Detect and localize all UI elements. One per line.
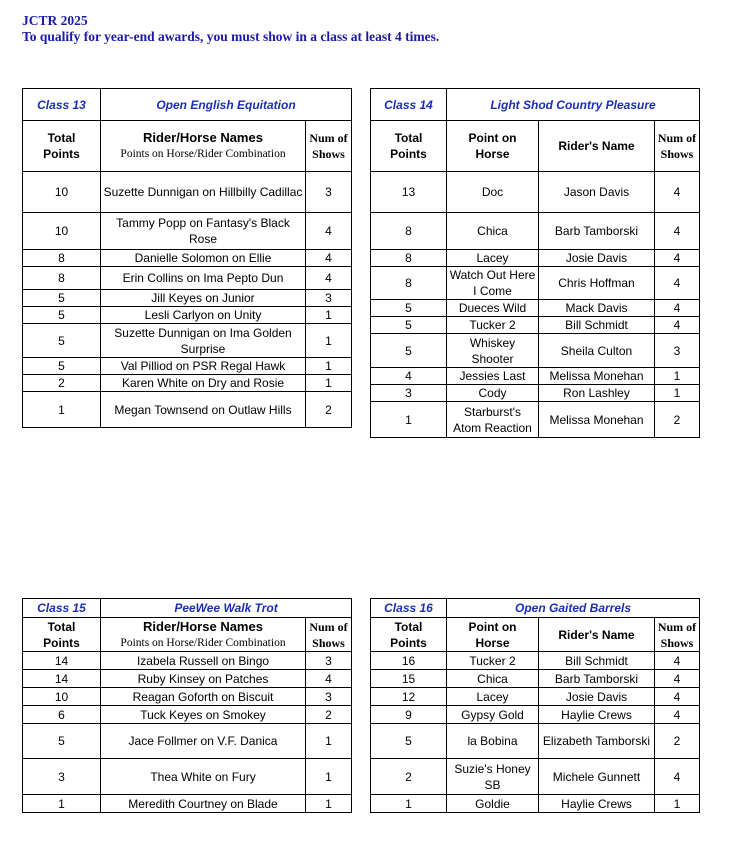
horse-cell: Doc [447, 172, 539, 213]
horse-cell: Watch Out Here I Come [447, 267, 539, 300]
shows-cell: 4 [655, 250, 700, 267]
table-row [371, 795, 700, 813]
name-cell: Meredith Courtney on Blade [101, 795, 306, 813]
shows-cell: 3 [306, 652, 352, 670]
shows-cell: 4 [655, 688, 700, 706]
name-cell: Jill Keyes on Junior [101, 290, 306, 307]
class-name: Open Gaited Barrels [447, 599, 700, 618]
rider-cell: Haylie Crews [539, 706, 655, 724]
shows-cell: 4 [306, 267, 352, 290]
points-cell: 5 [371, 724, 447, 759]
shows-cell: 1 [655, 795, 700, 813]
shows-cell: 4 [306, 250, 352, 267]
shows-cell: 2 [655, 402, 700, 438]
table-row [371, 267, 700, 300]
horse-cell: Tucker 2 [447, 652, 539, 670]
points-cell: 2 [371, 759, 447, 795]
table-row [23, 250, 352, 267]
name-cell: Erin Collins on Ima Pepto Dun [101, 267, 306, 290]
horse-cell: la Bobina [447, 724, 539, 759]
total-points-header: Total Points [371, 121, 447, 172]
rider-cell: Bill Schmidt [539, 652, 655, 670]
horse-cell: Gypsy Gold [447, 706, 539, 724]
points-cell: 5 [371, 300, 447, 317]
class-name: Open English Equitation [101, 89, 352, 121]
name-cell: Suzette Dunnigan on Ima Golden Surprise [101, 324, 306, 358]
shows-cell: 4 [655, 670, 700, 688]
shows-cell: 4 [655, 317, 700, 334]
table-row [23, 724, 352, 759]
table-row [371, 213, 700, 250]
points-cell: 12 [371, 688, 447, 706]
shows-cell: 3 [306, 172, 352, 213]
horse-cell: Whiskey Shooter [447, 334, 539, 368]
points-cell: 8 [371, 267, 447, 300]
points-cell: 3 [23, 759, 101, 795]
table-row [371, 688, 700, 706]
class-15-table [22, 598, 352, 813]
name-cell: Thea White on Fury [101, 759, 306, 795]
class-name: Light Shod Country Pleasure [447, 89, 700, 121]
shows-cell: 3 [655, 334, 700, 368]
points-cell: 5 [371, 334, 447, 368]
table-row [23, 652, 352, 670]
table-row [23, 795, 352, 813]
horse-cell: Tucker 2 [447, 317, 539, 334]
shows-cell: 4 [655, 213, 700, 250]
shows-cell: 1 [306, 307, 352, 324]
rider-cell: Haylie Crews [539, 795, 655, 813]
class-13-table [22, 88, 352, 428]
shows-cell: 2 [655, 724, 700, 759]
table-row [371, 670, 700, 688]
horse-cell: Starburst's Atom Reaction [447, 402, 539, 438]
table-row [23, 759, 352, 795]
points-cell: 13 [371, 172, 447, 213]
table-row [371, 385, 700, 402]
points-cell: 16 [371, 652, 447, 670]
points-cell: 15 [371, 670, 447, 688]
num-shows-header: Num of Shows [655, 121, 700, 172]
rider-header: Rider's Name [539, 618, 655, 652]
rider-cell: Barb Tamborski [539, 670, 655, 688]
total-points-header: Total Points [371, 618, 447, 652]
rider-cell: Melissa Monehan [539, 368, 655, 385]
class-number: Class 14 [371, 89, 447, 121]
points-cell: 8 [371, 213, 447, 250]
shows-cell: 4 [655, 759, 700, 795]
rider-cell: Barb Tamborski [539, 213, 655, 250]
horse-cell: Dueces Wild [447, 300, 539, 317]
horse-cell: Chica [447, 213, 539, 250]
table-row [371, 759, 700, 795]
points-cell: 14 [23, 652, 101, 670]
rider-cell: Bill Schmidt [539, 317, 655, 334]
shows-cell: 1 [306, 324, 352, 358]
points-cell: 5 [23, 358, 101, 375]
table-row [371, 402, 700, 438]
name-cell: Tammy Popp on Fantasy's Black Rose [101, 213, 306, 250]
points-cell: 10 [23, 172, 101, 213]
total-points-header: Total Points [23, 121, 101, 172]
num-shows-header: Num of Shows [306, 121, 352, 172]
page-header [22, 13, 439, 45]
rider-cell: Michele Gunnett [539, 759, 655, 795]
shows-cell: 1 [306, 759, 352, 795]
shows-cell: 4 [655, 300, 700, 317]
horse-cell: Cody [447, 385, 539, 402]
rider-cell: Sheila Culton [539, 334, 655, 368]
table-row [23, 324, 352, 358]
horse-header: Point on Horse [447, 121, 539, 172]
horse-cell: Chica [447, 670, 539, 688]
points-cell: 1 [371, 402, 447, 438]
shows-cell: 1 [655, 368, 700, 385]
table-row [371, 368, 700, 385]
shows-cell: 3 [306, 290, 352, 307]
points-cell: 10 [23, 213, 101, 250]
name-cell: Karen White on Dry and Rosie [101, 375, 306, 392]
qualification-note: To qualify for year-end awards, you must show in a class at least 4 times. [22, 29, 440, 44]
class-14-table [370, 88, 700, 438]
report-title: JCTR 2025 [22, 13, 88, 28]
header-row [371, 121, 700, 172]
table-row [371, 317, 700, 334]
points-cell: 8 [371, 250, 447, 267]
shows-cell: 1 [306, 358, 352, 375]
table-row [23, 706, 352, 724]
header-row [23, 618, 352, 652]
shows-cell: 3 [306, 688, 352, 706]
rider-header: Rider's Name [539, 121, 655, 172]
table-row [371, 706, 700, 724]
points-cell: 8 [23, 267, 101, 290]
shows-cell: 4 [306, 213, 352, 250]
shows-cell: 4 [306, 670, 352, 688]
points-cell: 10 [23, 688, 101, 706]
points-cell: 1 [23, 795, 101, 813]
shows-cell: 4 [655, 267, 700, 300]
class-number: Class 13 [23, 89, 101, 121]
name-cell: Reagan Goforth on Biscuit [101, 688, 306, 706]
horse-cell: Goldie [447, 795, 539, 813]
horse-cell: Suzie's Honey SB [447, 759, 539, 795]
name-cell: Val Pilliod on PSR Regal Hawk [101, 358, 306, 375]
table-row [23, 290, 352, 307]
points-cell: 5 [23, 324, 101, 358]
num-shows-header: Num of Shows [306, 618, 352, 652]
class-name: PeeWee Walk Trot [101, 599, 352, 618]
num-shows-header: Num of Shows [655, 618, 700, 652]
total-points-header: Total Points [23, 618, 101, 652]
name-cell: Ruby Kinsey on Patches [101, 670, 306, 688]
rider-cell: Chris Hoffman [539, 267, 655, 300]
name-cell: Tuck Keyes on Smokey [101, 706, 306, 724]
points-cell: 2 [23, 375, 101, 392]
points-cell: 5 [23, 290, 101, 307]
rider-horse-header: Rider/Horse Names Points on Horse/Rider Combination [101, 121, 306, 172]
name-cell: Jace Follmer on V.F. Danica [101, 724, 306, 759]
table-row [23, 172, 352, 213]
name-cell: Suzette Dunnigan on Hillbilly Cadillac [101, 172, 306, 213]
rider-cell: Mack Davis [539, 300, 655, 317]
shows-cell: 1 [655, 385, 700, 402]
shows-cell: 1 [306, 724, 352, 759]
table-row [23, 688, 352, 706]
points-cell: 5 [23, 724, 101, 759]
horse-cell: Lacey [447, 250, 539, 267]
rider-horse-header: Rider/Horse Names Points on Horse/Rider Combination [101, 618, 306, 652]
points-cell: 14 [23, 670, 101, 688]
rider-cell: Jason Davis [539, 172, 655, 213]
points-cell: 3 [371, 385, 447, 402]
table-row [23, 267, 352, 290]
name-cell: Izabela Russell on Bingo [101, 652, 306, 670]
rider-cell: Elizabeth Tamborski [539, 724, 655, 759]
name-cell: Lesli Carlyon on Unity [101, 307, 306, 324]
points-cell: 6 [23, 706, 101, 724]
shows-cell: 4 [655, 652, 700, 670]
class-number: Class 15 [23, 599, 101, 618]
horse-cell: Lacey [447, 688, 539, 706]
class-16-table [370, 598, 700, 813]
table-row [23, 670, 352, 688]
shows-cell: 2 [306, 706, 352, 724]
table-row [23, 307, 352, 324]
table-row [23, 375, 352, 392]
table-row [23, 392, 352, 428]
table-row [371, 250, 700, 267]
table-row [371, 724, 700, 759]
shows-cell: 2 [306, 392, 352, 428]
shows-cell: 1 [306, 375, 352, 392]
horse-cell: Jessies Last [447, 368, 539, 385]
shows-cell: 4 [655, 706, 700, 724]
table-row [371, 300, 700, 317]
points-cell: 8 [23, 250, 101, 267]
points-cell: 4 [371, 368, 447, 385]
shows-cell: 1 [306, 795, 352, 813]
points-cell: 1 [371, 795, 447, 813]
table-row [23, 213, 352, 250]
name-cell: Danielle Solomon on Ellie [101, 250, 306, 267]
shows-cell: 4 [655, 172, 700, 213]
rider-cell: Josie Davis [539, 250, 655, 267]
rider-cell: Josie Davis [539, 688, 655, 706]
class-number: Class 16 [371, 599, 447, 618]
points-cell: 5 [371, 317, 447, 334]
horse-header: Point on Horse [447, 618, 539, 652]
table-row [371, 334, 700, 368]
header-row [23, 121, 352, 172]
table-row [371, 172, 700, 213]
rider-cell: Melissa Monehan [539, 402, 655, 438]
table-row [23, 358, 352, 375]
header-row [371, 618, 700, 652]
points-cell: 1 [23, 392, 101, 428]
table-row [371, 652, 700, 670]
points-cell: 5 [23, 307, 101, 324]
rider-cell: Ron Lashley [539, 385, 655, 402]
points-cell: 9 [371, 706, 447, 724]
name-cell: Megan Townsend on Outlaw Hills [101, 392, 306, 428]
